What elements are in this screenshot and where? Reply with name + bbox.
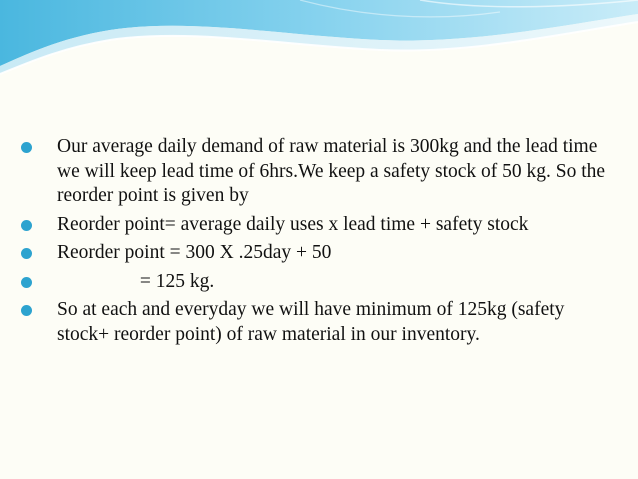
bullet-dot-icon xyxy=(21,305,32,316)
bullet-list xyxy=(20,135,610,351)
bullet-text: Our average daily demand of raw material is 300kg and the lead time we will keep lead time of 6hrs.We keep a safety stock of 50 kg. So the reorder point is given by xyxy=(57,136,610,206)
bullet-item xyxy=(20,213,610,238)
bullet-item xyxy=(20,270,610,295)
bullet-dot-icon xyxy=(21,220,32,231)
bullet-dot-icon xyxy=(21,142,32,153)
bullet-dot-icon xyxy=(21,277,32,288)
bullet-item xyxy=(20,298,610,347)
bullet-text: = 125 kg. xyxy=(57,270,215,292)
bullet-item xyxy=(20,241,610,266)
header-wave-decoration xyxy=(0,0,638,80)
bullet-dot-icon xyxy=(21,248,32,259)
bullet-text: Reorder point = 300 X .25day + 50 xyxy=(57,242,332,263)
bullet-item xyxy=(20,135,610,209)
bullet-text: Reorder point= average daily uses x lead time + safety stock xyxy=(57,213,529,235)
bullet-text: So at each and everyday we will have minimum of 125kg (safety stock+ reorder point) of raw material in our inventory. xyxy=(57,299,570,345)
